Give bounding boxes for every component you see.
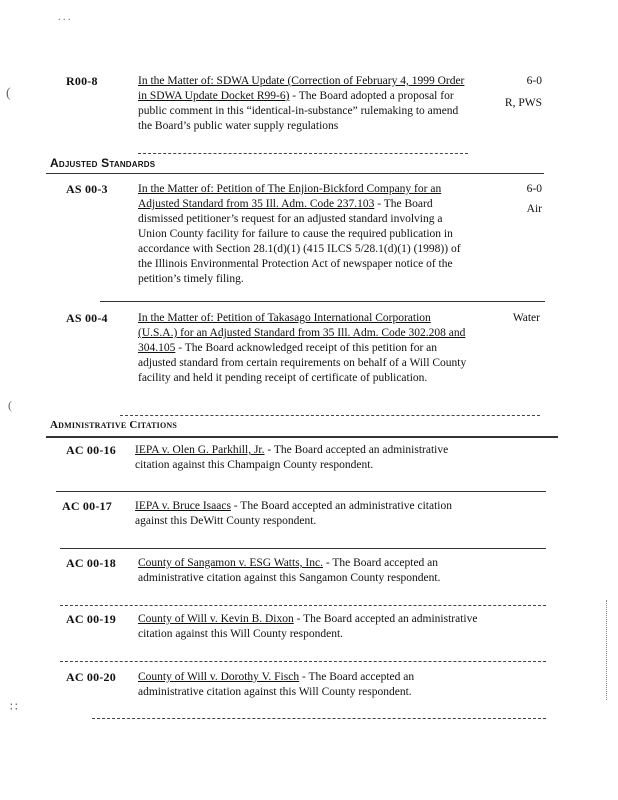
vote-count: 6-0 bbox=[526, 75, 542, 87]
entry-description bbox=[138, 311, 468, 386]
entry-divider bbox=[120, 415, 540, 416]
scan-artifact bbox=[606, 600, 608, 700]
docket-number: AC 00-18 bbox=[66, 556, 116, 570]
case-title-link[interactable]: IEPA v. Olen G. Parkhill, Jr. bbox=[135, 444, 265, 456]
section-heading-adjusted-standards: Adjusted Standards bbox=[50, 156, 156, 170]
section-rule bbox=[46, 436, 558, 438]
case-summary: - The Board accepted an administrative citation against this Sangamon County respondent. bbox=[138, 557, 441, 584]
case-title-link[interactable]: In the Matter of: Petition of Takasago International Corporation (U.S.A.) for an Adjusted Standard from 35 Ill. Adm. Code 302.208 and 304.105 bbox=[138, 312, 466, 354]
entry-description bbox=[138, 670, 478, 700]
vote-count: 6-0 bbox=[526, 183, 542, 195]
case-category: Water bbox=[512, 312, 540, 324]
case-category: Air bbox=[526, 203, 542, 215]
scan-artifact: ( bbox=[6, 86, 11, 101]
case-title-link[interactable]: IEPA v. Bruce Isaacs bbox=[135, 500, 231, 512]
case-summary: - The Board accepted an administrative citation against this Will County respondent. bbox=[138, 613, 478, 640]
entry-description bbox=[138, 612, 478, 642]
case-title-link[interactable]: County of Will v. Kevin B. Dixon bbox=[138, 613, 294, 625]
case-title-link[interactable]: In the Matter of: Petition of The Enjion-Bickford Company for an Adjusted Standard from 35 Ill. Adm. Code 237.103 bbox=[138, 183, 442, 210]
case-summary: - The Board adopted a proposal for public comment in this “identical-in-substance” rulemaking to amend the Board’s public water supply regulations bbox=[138, 90, 459, 132]
entry-description bbox=[138, 74, 468, 134]
case-summary: - The Board dismissed petitioner’s request for an adjusted standard involving a Union County facility for failure to cause the required publication in accordance with Section 28.1(d)(1) (415 ILCS 5/28.1(d)(1) (1998)) of the Illinois Environmental Protection Act of newspaper notice of the petition’s timely filing. bbox=[138, 198, 461, 285]
docket-number: AC 00-16 bbox=[66, 443, 116, 457]
case-title-link[interactable]: County of Sangamon v. ESG Watts, Inc. bbox=[138, 557, 323, 569]
case-summary: - The Board accepted an administrative citation against this Champaign County respondent. bbox=[135, 444, 449, 471]
section-heading-administrative-citations: Administrative Citations bbox=[50, 419, 178, 431]
case-summary: - The Board accepted an administrative citation against this DeWitt County respondent. bbox=[135, 500, 452, 527]
entry-description bbox=[138, 182, 468, 287]
entry-divider bbox=[60, 548, 546, 549]
entry-divider bbox=[56, 491, 546, 492]
case-summary: - The Board accepted an administrative citation against this Will County respondent. bbox=[138, 671, 415, 698]
entry-divider bbox=[60, 661, 546, 662]
entry-description bbox=[135, 499, 475, 529]
case-category: R, PWS bbox=[504, 97, 542, 109]
header-scan-marks: . . . bbox=[58, 12, 71, 23]
section-rule bbox=[46, 173, 544, 174]
entry-divider bbox=[100, 301, 545, 302]
entry-divider bbox=[138, 153, 468, 154]
docket-number: AC 00-17 bbox=[62, 499, 112, 513]
scan-artifact: ∷ bbox=[10, 700, 18, 714]
case-summary: - The Board acknowledged receipt of this petition for an adjusted standard from certain requirements on behalf of a Will County facility and held it pending receipt of certificate of publication. bbox=[138, 342, 467, 384]
entry-description bbox=[135, 443, 475, 473]
entry-divider bbox=[60, 605, 546, 606]
docket-number: AS 00-3 bbox=[66, 182, 108, 196]
case-title-link[interactable]: County of Will v. Dorothy V. Fisch bbox=[138, 671, 300, 683]
entry-description bbox=[138, 556, 478, 586]
case-title-link[interactable]: In the Matter of: SDWA Update (Correction of February 4, 1999 Order in SDWA Update Docket R99-6) bbox=[138, 75, 465, 102]
scan-artifact: ( bbox=[8, 398, 12, 412]
docket-number: AC 00-20 bbox=[66, 670, 116, 684]
docket-number: R00-8 bbox=[66, 74, 98, 88]
docket-number: AC 00-19 bbox=[66, 612, 116, 626]
docket-number: AS 00-4 bbox=[66, 311, 108, 325]
entry-divider bbox=[92, 718, 546, 719]
